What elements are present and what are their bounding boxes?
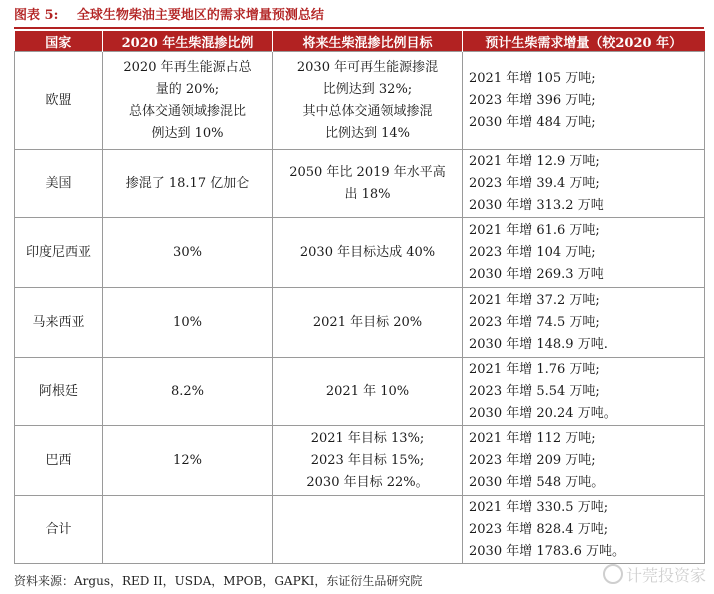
country-name: 美国 (45, 175, 72, 191)
demand-increase-line: 2023 年增 39.4 万吨; (469, 175, 600, 191)
demand-increase-line: 2030 年增 148.9 万吨. (469, 336, 608, 352)
demand-increase-line: 2023 年增 5.54 万吨; (469, 383, 600, 399)
demand-increase-line: 2023 年增 828.4 万吨; (469, 521, 609, 537)
table-row (15, 218, 705, 288)
blend-2020-line: 12% (173, 452, 202, 468)
blend-2020-line: 量的 20%; (155, 81, 220, 97)
watermark-text: 计莞投资家 (625, 566, 706, 585)
demand-increase-cell (463, 52, 705, 150)
table-row (15, 426, 705, 496)
blend-2020-cell (103, 496, 273, 564)
future-target-line: 其中总体交通领域掺混 (302, 103, 433, 119)
demand-increase-cell (463, 358, 705, 426)
country-name: 欧盟 (45, 92, 72, 108)
header-row (15, 31, 705, 52)
blend-2020-cell (103, 52, 273, 150)
demand-increase-line: 2023 年增 396 万吨; (469, 92, 596, 108)
demand-increase-line: 2021 年增 112 万吨; (469, 430, 596, 446)
demand-increase-line: 2021 年增 330.5 万吨; (469, 499, 609, 515)
country-name: 印度尼西亚 (25, 244, 91, 260)
demand-increase-line: 2023 年增 74.5 万吨; (469, 314, 600, 330)
future-target-line: 2021 年目标 20% (312, 314, 423, 330)
header-blend-2020: 2020 年生柴混掺比例 (103, 31, 273, 52)
future-target-line: 比例达到 32%; (322, 81, 413, 97)
demand-increase-line: 2030 年增 269.3 万吨 (469, 266, 604, 282)
figure-label: 图表 5: (14, 8, 59, 23)
demand-increase-line: 2030 年增 1783.6 万吨。 (469, 543, 625, 559)
future-target-line: 出 18% (344, 186, 391, 202)
title-divider (14, 27, 704, 29)
header-future-target: 将来生柴混掺比例目标 (273, 31, 463, 52)
blend-2020-cell (103, 426, 273, 496)
country-cell (15, 358, 103, 426)
blend-2020-line: 总体交通领域掺混比 (128, 103, 246, 119)
demand-forecast-table (14, 31, 705, 564)
country-cell (15, 496, 103, 564)
source-note: 资料来源：Argus，RED II，USDA，MPOB，GAPKI，东证衍生品研究院 (14, 574, 423, 588)
future-target-cell (273, 288, 463, 358)
future-target-line: 2023 年目标 15%; (310, 452, 425, 468)
country-name: 阿根廷 (38, 383, 78, 399)
country-name: 马来西亚 (32, 314, 85, 330)
header-demand-increase: 预计生柴需求增量（较2020 年） (463, 31, 705, 52)
demand-increase-line: 2021 年增 1.76 万吨; (469, 361, 600, 377)
demand-increase-line: 2030 年增 548 万吨。 (469, 474, 605, 490)
country-cell (15, 218, 103, 288)
future-target-cell (273, 218, 463, 288)
blend-2020-line: 掺混了 18.17 亿加仑 (125, 175, 250, 191)
future-target-line: 2050 年比 2019 年水平高 (289, 164, 446, 180)
country-name: 巴西 (45, 452, 72, 468)
blend-2020-cell (103, 218, 273, 288)
blend-2020-line: 例达到 10% (151, 125, 224, 141)
header-country: 国家 (15, 31, 103, 52)
country-cell (15, 288, 103, 358)
future-target-cell (273, 150, 463, 218)
table-row (15, 288, 705, 358)
demand-increase-line: 2023 年增 104 万吨; (469, 244, 596, 260)
demand-increase-line: 2023 年增 209 万吨; (469, 452, 596, 468)
country-name: 合计 (45, 521, 72, 537)
country-cell (15, 150, 103, 218)
figure-title (14, 4, 704, 28)
future-target-line: 2030 年可再生能源掺混 (296, 59, 439, 75)
blend-2020-cell (103, 288, 273, 358)
table-row (15, 150, 705, 218)
demand-increase-line: 2021 年增 61.6 万吨; (469, 222, 600, 238)
table-row (15, 496, 705, 564)
demand-increase-cell (463, 288, 705, 358)
future-target-cell (273, 426, 463, 496)
future-target-cell (273, 496, 463, 564)
demand-increase-line: 2021 年增 12.9 万吨; (469, 153, 600, 169)
blend-2020-line: 10% (173, 314, 202, 330)
demand-increase-cell (463, 426, 705, 496)
demand-increase-cell (463, 496, 705, 564)
country-cell (15, 52, 103, 150)
figure-title-text: 全球生物柴油主要地区的需求增量预测总结 (76, 8, 324, 23)
demand-increase-line: 2021 年增 105 万吨; (469, 70, 596, 86)
demand-increase-cell (463, 150, 705, 218)
watermark (603, 563, 706, 586)
future-target-line: 2021 年 10% (325, 383, 410, 399)
table-row (15, 52, 705, 150)
future-target-cell (273, 52, 463, 150)
watermark-logo-icon (603, 564, 623, 584)
blend-2020-line: 2020 年再生能源占总 (123, 59, 252, 75)
demand-increase-line: 2030 年增 313.2 万吨 (469, 197, 604, 213)
demand-increase-line: 2030 年增 484 万吨; (469, 114, 596, 130)
country-cell (15, 426, 103, 496)
table-row (15, 358, 705, 426)
blend-2020-cell (103, 150, 273, 218)
future-target-line: 2021 年目标 13%; (310, 430, 425, 446)
future-target-line: 2030 年目标 22%。 (306, 474, 429, 490)
demand-increase-line: 2021 年增 37.2 万吨; (469, 292, 600, 308)
future-target-line: 2030 年目标达成 40% (299, 244, 436, 260)
demand-increase-line: 2030 年增 20.24 万吨。 (469, 405, 617, 421)
future-target-cell (273, 358, 463, 426)
demand-increase-cell (463, 218, 705, 288)
blend-2020-line: 30% (173, 244, 202, 260)
blend-2020-cell (103, 358, 273, 426)
blend-2020-line: 8.2% (170, 383, 205, 399)
future-target-line: 比例达到 14% (324, 125, 411, 141)
